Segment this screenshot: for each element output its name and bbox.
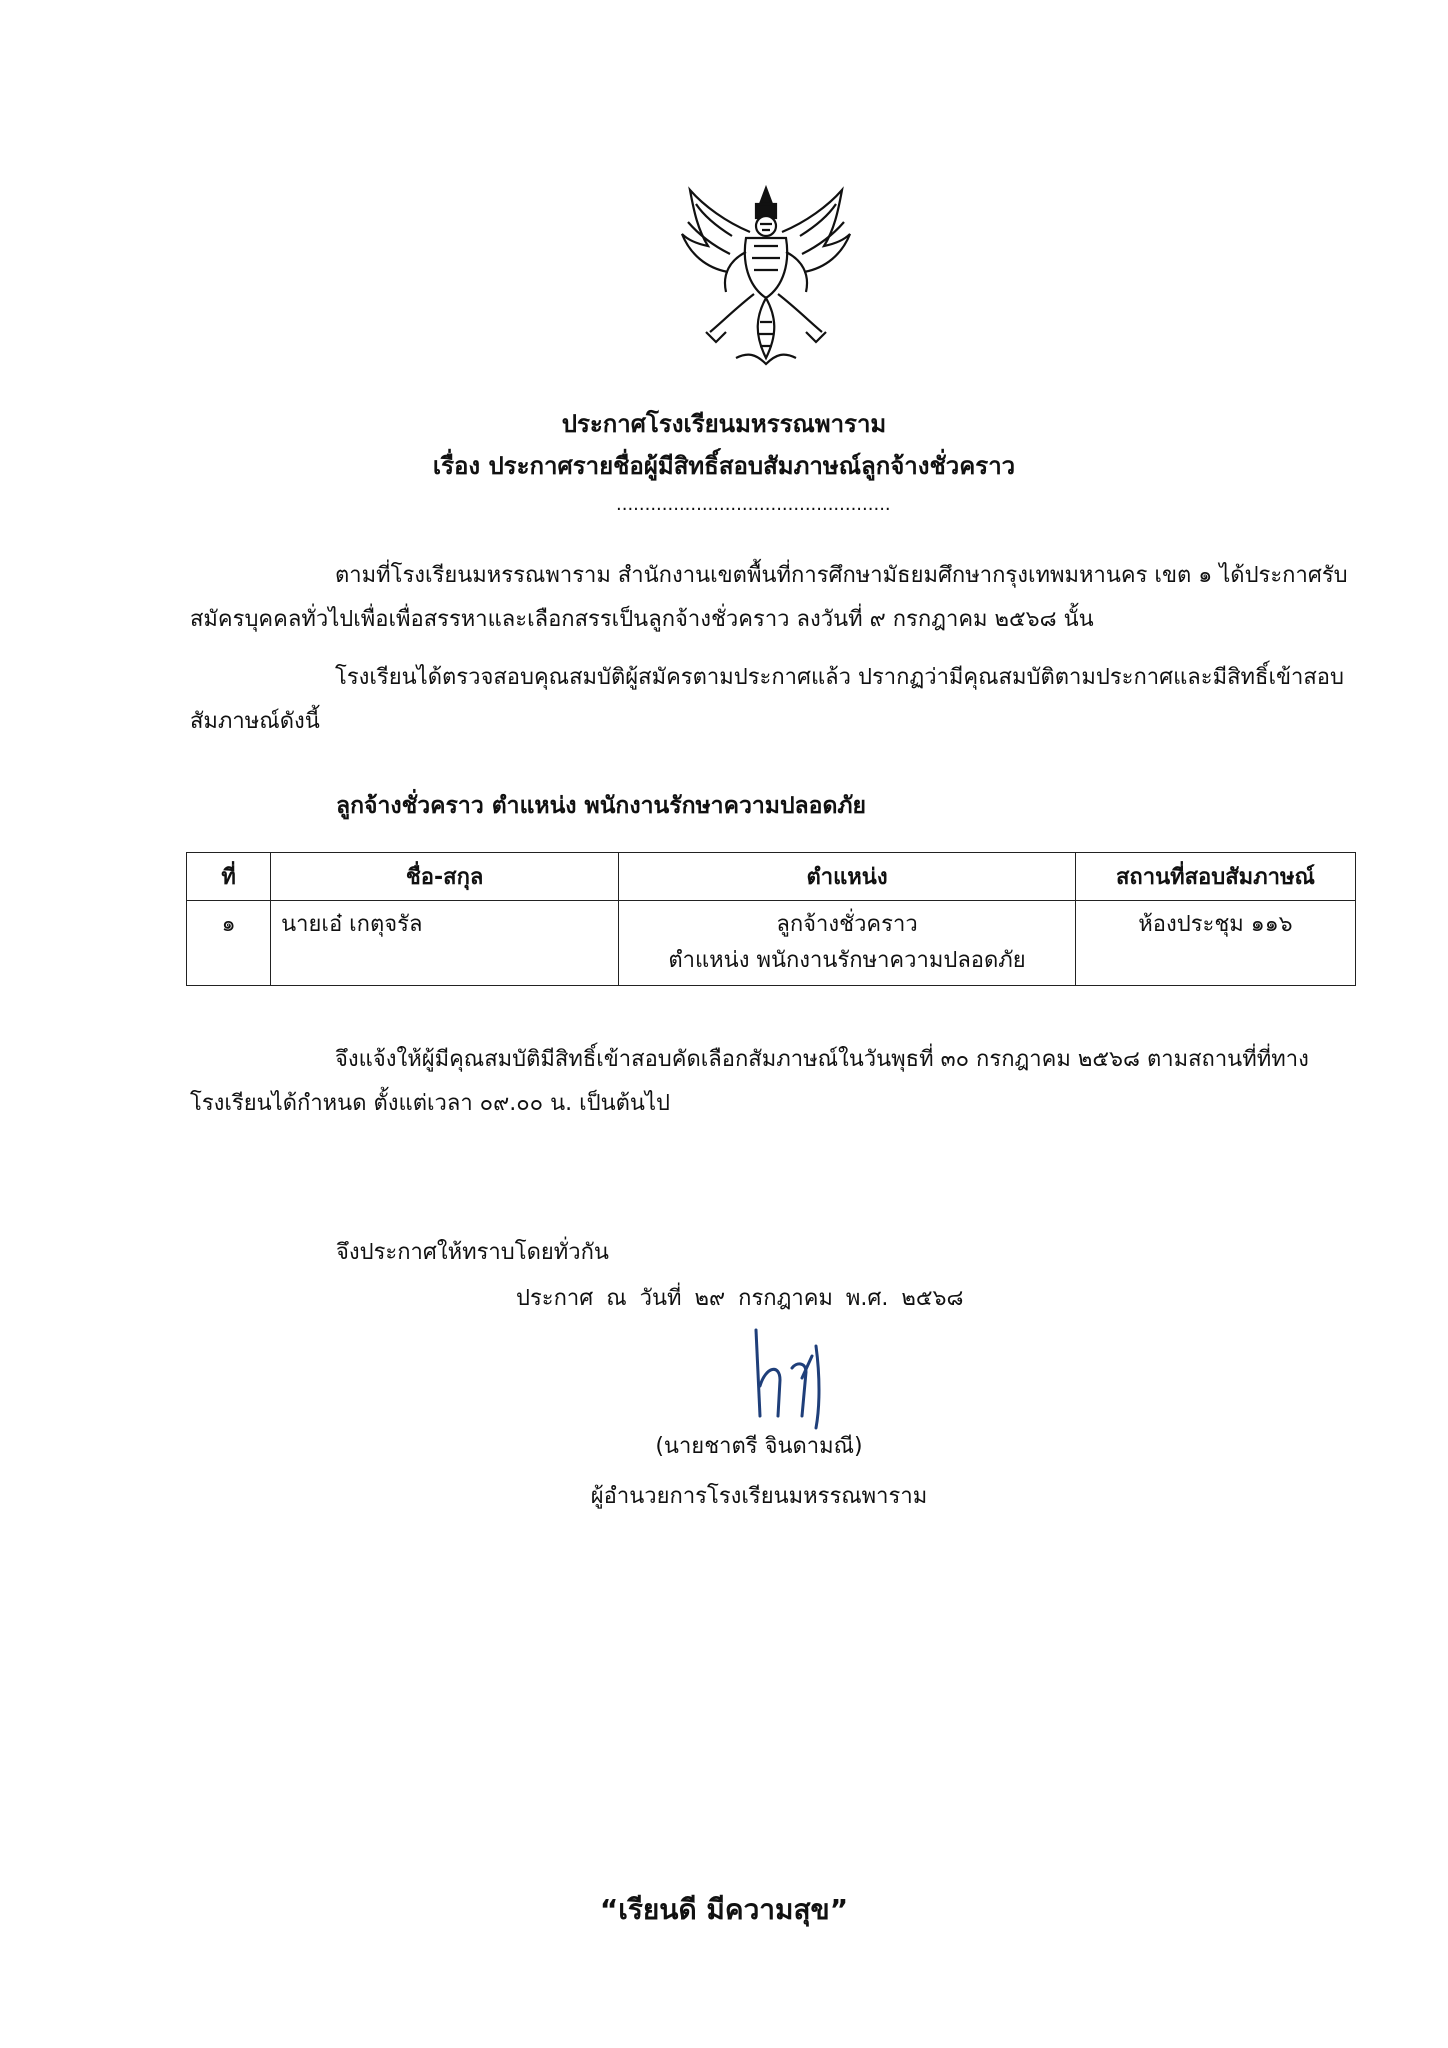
cell-position-line2: ตำแหน่ง พนักงานรักษาความปลอดภัย [668,948,1026,973]
handwritten-signature-icon [736,1316,856,1436]
header-name: ชื่อ-สกุล [271,853,619,901]
header-place: สถานที่สอบสัมภาษณ์ [1075,853,1355,901]
separator-dots: ................................................ [616,494,891,515]
school-motto: “เรียนดี มีความสุข” [599,1893,849,1926]
garuda-emblem-icon [676,182,856,372]
paragraph-qualification-text: โรงเรียนได้ตรวจสอบคุณสมบัติผู้สมัครตามประกาศแล้ว ปรากฏว่ามีคุณสมบัติตามประกาศและมีสิทธิ์เข้าสอบสัมภาษณ์ดังนี้ [190,665,1344,734]
section-title: ลูกจ้างชั่วคราว ตำแหน่ง พนักงานรักษาความปลอดภัย [336,793,867,819]
announcement-subject: เรื่อง ประกาศรายชื่อผู้มีสิทธิ์สอบสัมภาษณ์ลูกจ้างชั่วคราว [432,452,1016,480]
cell-position [619,901,1076,986]
paragraph-interview-text: จึงแจ้งให้ผู้มีคุณสมบัติมีสิทธิ์เข้าสอบคัดเลือกสัมภาษณ์ในวันพุธที่ ๓๐ กรกฎาคม ๒๕๖๘ ตามสถานที่ที่ทางโรงเรียนได้กำหนด ตั้งแต่เวลา ๐๙.๐๐ น. เป็นต้นไป [190,1047,1309,1116]
header-position: ตำแหน่ง [619,853,1076,901]
header-no: ที่ [187,853,271,901]
announcement-date: ประกาศ ณ วันที่ ๒๙ กรกฎาคม พ.ศ. ๒๕๖๘ [516,1286,964,1311]
paragraph-intro-text: ตามที่โรงเรียนมหรรณพาราม สำนักงานเขตพื้นที่การศึกษามัธยมศึกษากรุงเทพมหานคร เขต ๑ ได้ประกาศรับสมัครบุคคลทั่วไปเพื่อเพื่อสรรหาและเลือกสรรเป็นลูกจ้างชั่วคราว ลงวันที่ ๙ กรกฎาคม ๒๕๖๘ นั้น [190,563,1348,632]
cell-position-line1: ลูกจ้างชั่วคราว [776,912,918,937]
closing-announce: จึงประกาศให้ทราบโดยทั่วกัน [336,1240,609,1265]
cell-place: ห้องประชุม ๑๑๖ [1075,901,1355,986]
paragraph-interview-date [190,1038,1350,1126]
signer-name: (นายชาตรี จินดามณี) [655,1434,863,1459]
table-header-row [187,853,1356,901]
candidate-table [186,852,1356,986]
paragraph-intro [190,554,1350,642]
cell-no: ๑ [187,901,271,986]
paragraph-qualification [190,656,1350,744]
cell-name: นายเอ๋ เกตุจรัล [271,901,619,986]
signer-position: ผู้อำนวยการโรงเรียนมหรรณพาราม [590,1484,928,1509]
table-row [187,901,1356,986]
announcement-title: ประกาศโรงเรียนมหรรณพาราม [561,410,887,438]
